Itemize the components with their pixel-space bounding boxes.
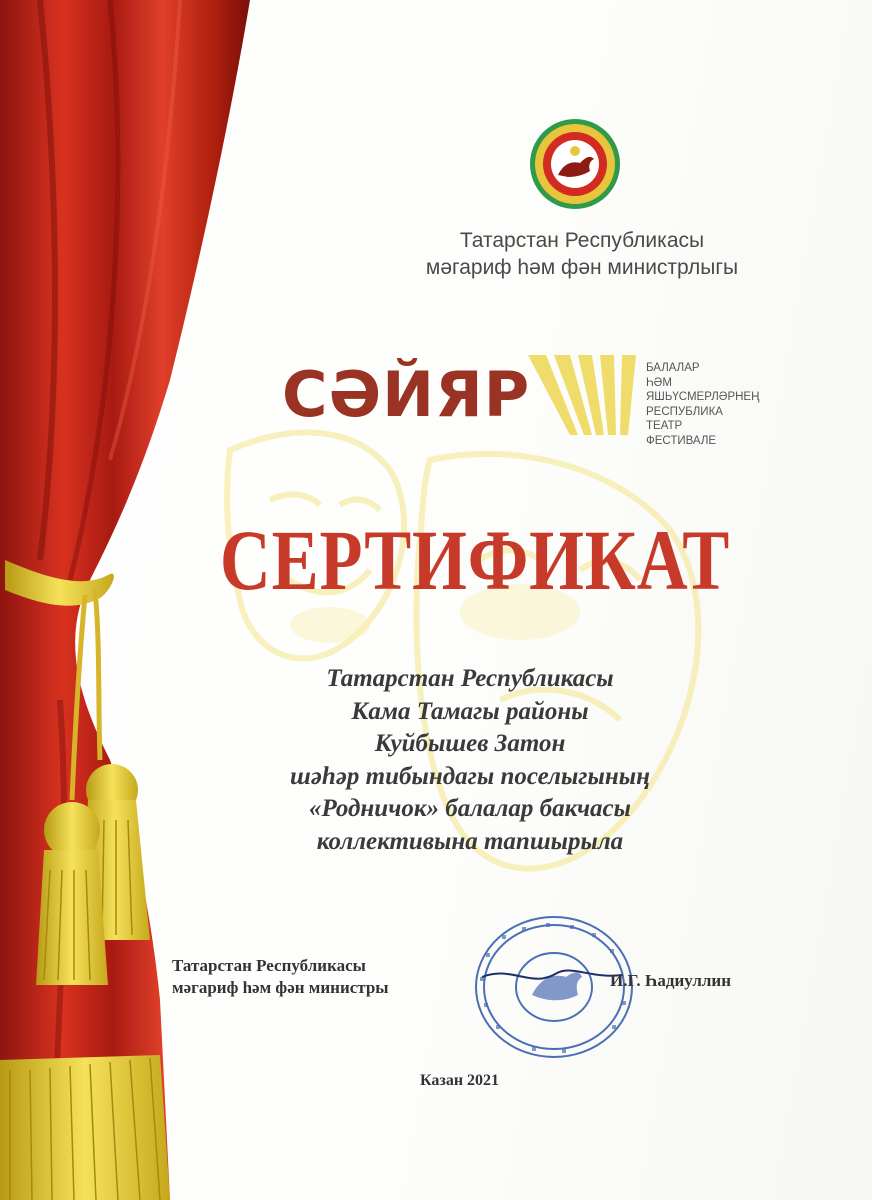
city-year: Казан 2021	[420, 1072, 500, 1089]
festival-logo-rays	[518, 355, 638, 435]
festival-name-line: БАЛАЛАР	[646, 362, 700, 374]
awarded-to-text	[210, 663, 730, 858]
signer-title	[172, 955, 389, 999]
ministry-line-1: Татарстан Республикасы	[459, 229, 705, 252]
festival-name-line: ТЕАТР	[646, 420, 683, 433]
awarded-line: «Родничок» балалар бакчасы	[308, 795, 632, 822]
awarded-line: Татарстан Республикасы	[326, 665, 614, 692]
tatarstan-emblem	[528, 117, 622, 211]
festival-name	[646, 361, 759, 449]
festival-name-line: ҺӘМ	[646, 376, 672, 389]
awarded-line: Куйбышев Затон	[374, 730, 566, 757]
festival-logo-text: СӘЙЯР	[282, 358, 531, 431]
signer-title-line-2: мәгариф һәм фән министры	[172, 978, 389, 997]
festival-name-line: РЕСПУБЛИКА	[646, 405, 723, 418]
festival-name-line: ФЕСТИВАЛЕ	[646, 434, 717, 447]
signer-name: И.Г. Һадиуллин	[610, 971, 731, 990]
awarded-line: Кама Тамагы районы	[351, 697, 589, 725]
certificate-title: СЕРТИФИКАТ	[219, 512, 731, 608]
ministry-heading	[372, 227, 792, 281]
festival-name-line: ЯШЬҮСМЕРЛӘРНЕҢ	[646, 391, 760, 404]
awarded-line: шәһәр тибындагы поселыгының	[290, 762, 650, 790]
awarded-line: коллективына тапшырыла	[316, 827, 624, 855]
signer-title-line-1: Татарстан Республикасы	[172, 956, 366, 975]
ministry-line-2: мәгариф һәм фән министрлыгы	[425, 256, 739, 279]
